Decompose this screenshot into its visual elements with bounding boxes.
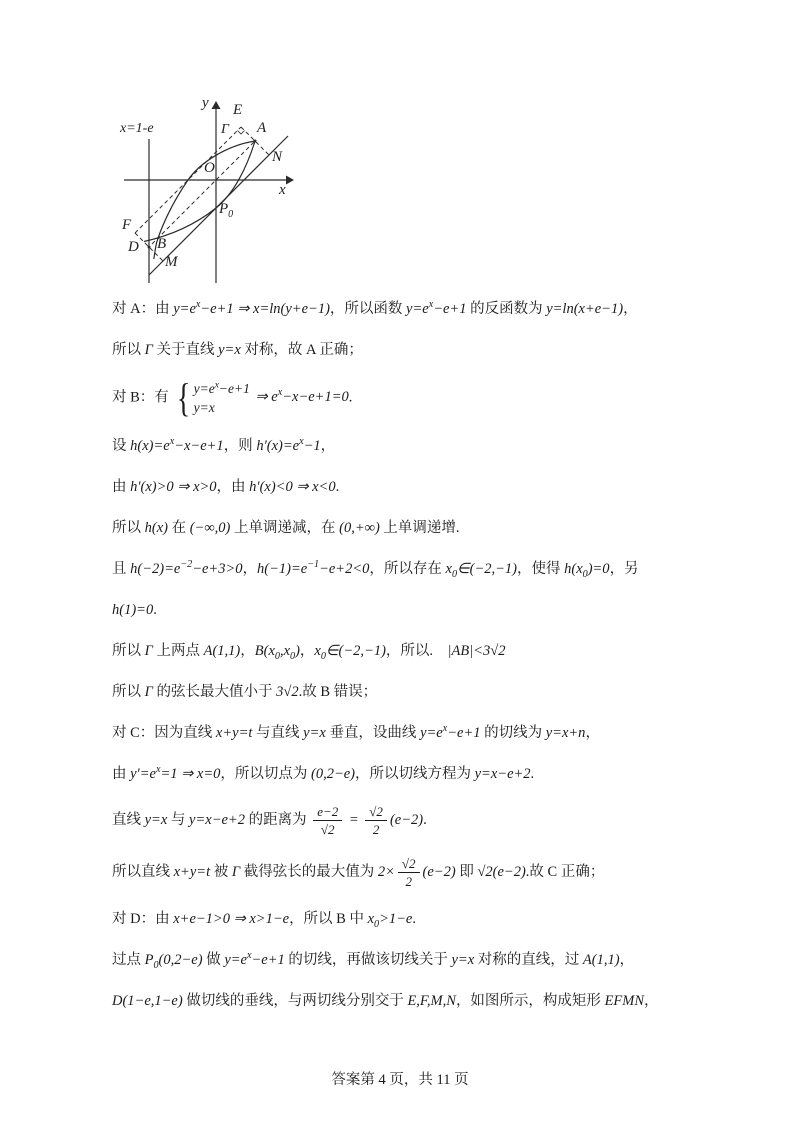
text-segment: 上单调递减，在: [230, 520, 340, 536]
y-axis-arrow-icon: [212, 101, 221, 109]
text-segment: 对 D：由: [112, 911, 174, 927]
solution-text: [112, 298, 696, 1031]
para-option-c-4: [112, 856, 696, 889]
math-segment: x+y=t: [173, 863, 211, 880]
math-segment: h′(x)<0 ⇒ x<0: [249, 479, 336, 495]
para-option-c-3: [112, 804, 696, 837]
math-segment: $P_0(0,2-e)$: [144, 952, 203, 971]
text-segment: ，另: [609, 561, 639, 577]
text-segment: 由: [112, 766, 131, 782]
x-axis-arrow-icon: [286, 176, 294, 185]
text-segment: ，所以 B 中: [289, 911, 368, 927]
text-segment: ，所以.: [385, 643, 448, 659]
text-segment: 的切线，再做该切线关于: [284, 952, 452, 968]
math-segment: y=ln(x+e−1): [546, 301, 624, 317]
math-segment: h(x): [144, 520, 168, 536]
text-segment: ，: [623, 301, 638, 317]
math-segment: x+y=t: [215, 725, 253, 741]
text-segment: ，如图所示，构成矩形: [455, 993, 605, 1009]
math-segment: E,F,M,N: [407, 993, 456, 1009]
fraction: $\frac{e-2}{√2}$: [313, 804, 342, 837]
text-segment: ，: [644, 993, 659, 1009]
text-segment: ，所以切线方程为: [355, 766, 475, 782]
math-segment: (e−2): [389, 811, 424, 828]
label-point-B: B: [157, 236, 167, 252]
math-segment: (−∞,0): [189, 520, 231, 536]
math-segment: $h(x_0)=0$: [564, 561, 610, 580]
para-option-d-3: [112, 990, 696, 1012]
math-segment: $y'=e^x=1$ ⇒ x=0: [130, 764, 221, 782]
math-segment: y=x−e+2: [189, 811, 245, 828]
math-segment: $h(-2)=e^{-2}-e+3>0$: [130, 559, 243, 577]
math-segment: y=x: [144, 811, 168, 828]
system-equation-line: $y=e^x-e+1$: [193, 380, 250, 396]
math-segment: y=x: [303, 725, 326, 741]
math-segment: (e−2): [422, 863, 456, 880]
text-segment: 上两点: [152, 643, 204, 659]
math-segment: (0,+∞): [339, 520, 380, 536]
text-segment: 关于直线: [152, 342, 219, 358]
text-segment: 截得弦长的最大值为: [240, 863, 378, 880]
math-segment: √2(e−2): [477, 863, 526, 880]
text-segment: 的切线为: [480, 725, 546, 741]
math-segment: =: [345, 811, 363, 828]
para-option-c-1: [112, 722, 696, 744]
logarithm-curve: [154, 141, 255, 259]
math-segment: $h(x)=e^x-x-e+1$: [130, 436, 224, 454]
math-segment: (0,2−e): [310, 766, 355, 782]
text-segment: ，使得: [516, 561, 565, 577]
geometry-figure: [116, 95, 326, 300]
exponential-curve: [144, 141, 255, 242]
math-segment: 2×: [377, 863, 395, 880]
text-segment: 与直线: [252, 725, 304, 741]
math-segment: $h(-1)=e^{-1}-e+2<0$: [257, 559, 370, 577]
page-footer: 答案第 4 页，共 11 页: [331, 1072, 469, 1088]
text-segment: 做: [202, 952, 225, 968]
math-segment: y=x+n: [545, 725, 586, 741]
text-segment: 所以: [112, 684, 145, 700]
para-option-c-2: [112, 763, 696, 785]
text-segment: ，所以切点为: [220, 766, 311, 782]
para-option-d-1: [112, 908, 696, 930]
math-segment: Γ: [144, 342, 153, 358]
diagonal-y-equals-x: [152, 141, 255, 244]
text-segment: 设: [112, 438, 131, 454]
para-option-a-1: [112, 298, 696, 320]
text-segment: 上单调递增.: [379, 520, 460, 536]
text-segment: ，则: [223, 438, 257, 454]
label-y-axis: y: [202, 95, 209, 111]
text-segment: 的距离为: [244, 811, 311, 828]
text-segment: ，: [242, 561, 257, 577]
fraction: $\frac{√2}{2}$: [365, 804, 387, 837]
math-segment: $y=e^x-e+1$: [406, 299, 467, 317]
text-segment: 且: [112, 561, 131, 577]
label-curve-gamma: Γ: [221, 122, 229, 137]
text-segment: .: [412, 911, 416, 927]
label-vline-equation: x=1-e: [120, 121, 154, 136]
para-option-b-7: [112, 640, 696, 662]
label-point-P0: $P_0$: [219, 201, 234, 220]
label-origin: O: [204, 160, 215, 176]
text-segment: 的弦长最大值小于: [152, 684, 277, 700]
math-segment: D(1−e,1−e): [112, 993, 183, 1009]
text-segment: ，: [299, 643, 315, 659]
para-option-b-1: [112, 375, 696, 420]
math-segment: $x_0>1-e$: [367, 911, 413, 930]
text-segment: 垂直，设曲线: [325, 725, 421, 741]
text-segment: .: [335, 479, 340, 495]
label-point-N: N: [272, 149, 283, 165]
text-segment: 所以: [112, 520, 145, 536]
text-segment: 在: [167, 520, 190, 536]
system-equation-line: y=x: [193, 399, 215, 415]
label-point-F: F: [122, 217, 132, 233]
label-point-M: M: [165, 254, 178, 270]
text-segment: ，由: [216, 479, 250, 495]
text-segment: 做切线的垂线，与两切线分别交于: [182, 993, 408, 1009]
text-segment: 对 C：因为直线: [112, 725, 216, 741]
text-segment: 所以: [112, 342, 145, 358]
math-segment: |AB|<3√2: [447, 643, 506, 659]
para-option-b-2: [112, 435, 696, 457]
para-option-b-5: [112, 558, 696, 580]
text-segment: ，: [585, 725, 600, 741]
text-segment: 的反函数为: [466, 301, 547, 317]
para-option-d-2: [112, 949, 696, 971]
fraction: $\frac{√2}{2}$: [398, 856, 420, 889]
para-option-b-8: [112, 681, 696, 703]
label-x-axis: x: [279, 182, 286, 198]
math-segment: h(1)=0: [112, 602, 154, 618]
text-segment: 对 A：由: [112, 301, 174, 317]
text-segment: 过点: [112, 952, 145, 968]
text-segment: .: [530, 766, 535, 782]
math-segment: $x_0\in(-2,-1)$: [445, 561, 517, 580]
math-segment: Γ: [144, 684, 153, 700]
text-segment: 所以直线: [112, 863, 174, 880]
math-segment: $y=e^x-e+1$ ⇒ x=ln(y+e−1): [173, 299, 330, 317]
text-segment: 被: [210, 863, 232, 880]
math-segment: $B(x_0,x_0)$: [254, 643, 300, 662]
math-segment: y=x: [451, 952, 475, 968]
text-segment: .: [423, 811, 427, 828]
math-segment: y=x: [218, 342, 241, 358]
math-segment: Γ: [231, 863, 241, 880]
math-segment: $h'(x)=e^x-1$: [256, 436, 321, 454]
text-segment: 与: [167, 811, 190, 828]
text-segment: .: [153, 602, 157, 618]
math-segment: ⇒ $e^x-x-e+1=0$: [251, 387, 349, 406]
math-segment: x+e−1>0 ⇒ x>1−e: [173, 911, 290, 927]
math-segment: A(1,1): [582, 952, 620, 968]
text-segment: 对称，故 A 正确；: [240, 342, 363, 358]
math-segment: $y=e^x-e+1$: [420, 723, 481, 741]
text-segment: ，: [320, 438, 336, 454]
label-point-D: D: [128, 239, 139, 255]
para-option-b-4: [112, 517, 696, 539]
right-angle-mark: [238, 131, 245, 135]
math-segment: y=x−e+2: [474, 766, 531, 782]
math-segment: EFMN: [604, 993, 645, 1009]
text-segment: 对称的直线，过: [474, 952, 583, 968]
para-option-a-2: [112, 339, 696, 361]
math-segment: $x_0\in(-2,-1)$: [314, 643, 386, 662]
text-segment: ，所以函数: [329, 301, 407, 317]
equation-system: [174, 375, 250, 420]
brace-icon: {: [177, 375, 191, 420]
text-segment: 对 B：有: [112, 389, 173, 406]
para-option-b-3: [112, 476, 696, 498]
text-segment: 即: [455, 863, 478, 880]
text-segment: ，: [619, 952, 635, 968]
math-segment: 3√2: [276, 684, 299, 700]
math-segment: h′(x)>0 ⇒ x>0: [130, 479, 217, 495]
text-segment: 直线: [112, 811, 145, 828]
text-segment: .故 B 错误；: [298, 684, 378, 700]
text-segment: .: [348, 389, 353, 406]
text-segment: 由: [112, 479, 131, 495]
para-option-b-6: [112, 599, 696, 621]
text-segment: ，所以存在: [369, 561, 446, 577]
math-segment: $y=e^x-e+1$: [224, 950, 285, 968]
label-point-A: A: [257, 120, 267, 136]
text-segment: 所以: [112, 643, 145, 659]
label-point-E: E: [233, 102, 243, 118]
math-segment: A(1,1): [203, 643, 241, 659]
point-D-dot: [148, 246, 151, 249]
text-segment: .故 C 正确；: [525, 863, 605, 880]
text-segment: ，: [240, 643, 255, 659]
point-A-dot: [254, 140, 257, 143]
math-segment: Γ: [144, 643, 153, 659]
